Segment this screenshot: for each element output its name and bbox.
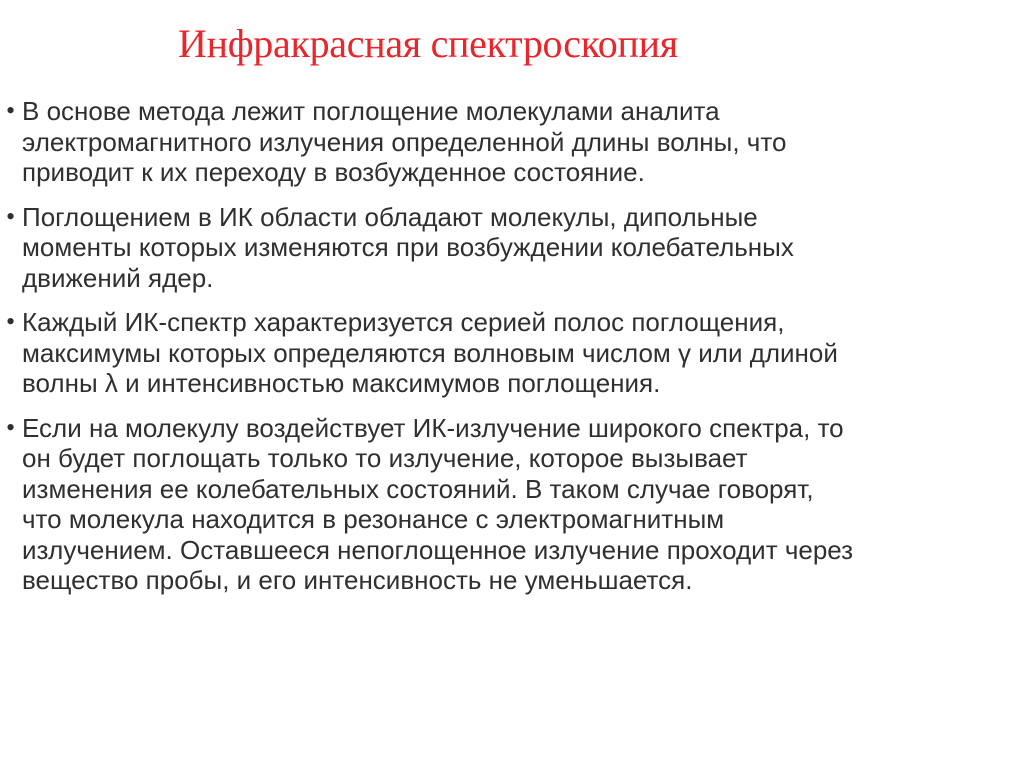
bullet-paragraph-4 bbox=[6, 413, 1018, 596]
paragraph-line: Поглощением в ИК области обладают молекулы, дипольные bbox=[22, 201, 758, 232]
slide-title: Инфракрасная спектроскопия bbox=[178, 21, 678, 66]
bullet-paragraph-1 bbox=[6, 96, 1018, 188]
bullet-icon: • bbox=[6, 96, 16, 125]
paragraph-line: максимумы которых определяются волновым числом γ или длиной bbox=[22, 337, 838, 368]
slide-body bbox=[6, 96, 1018, 610]
paragraph-line: он будет поглощать только то излучение, которое вызывает bbox=[22, 443, 748, 473]
paragraph-line: вещество пробы, и его интенсивность не уменьшается. bbox=[22, 565, 693, 595]
bullet-icon: • bbox=[6, 201, 16, 231]
paragraph-line: В основе метода лежит поглощение молекулами аналита bbox=[22, 96, 720, 126]
paragraph-line: что молекула находится в резонансе с электромагнитным bbox=[22, 504, 725, 534]
paragraph-line: изменения ее колебательных состояний. В таком случае говорят, bbox=[22, 473, 814, 504]
paragraph-line: моменты которых изменяются при возбуждении колебательных bbox=[22, 232, 794, 262]
paragraph-line: приводит к их переходу в возбужденное состояние. bbox=[22, 157, 645, 187]
bullet-icon: • bbox=[6, 412, 16, 442]
paragraph-line: Каждый ИК-спектр характеризуется серией полос поглощения, bbox=[22, 307, 785, 337]
paragraph-line: излучением. Оставшееся непоглощенное излучение проходит через bbox=[22, 534, 854, 565]
bullet-paragraph-2 bbox=[6, 202, 1018, 294]
bullet-paragraph-3 bbox=[6, 307, 1018, 399]
paragraph-line: движений ядер. bbox=[22, 262, 214, 293]
paragraph-line: волны λ и интенсивностью максимумов поглощения. bbox=[22, 368, 661, 398]
paragraph-line: Если на молекулу воздействует ИК-излучение широкого спектра, то bbox=[22, 412, 844, 443]
paragraph-line: электромагнитного излучения определенной длины волны, что bbox=[22, 126, 787, 157]
bullet-icon: • bbox=[6, 307, 16, 336]
